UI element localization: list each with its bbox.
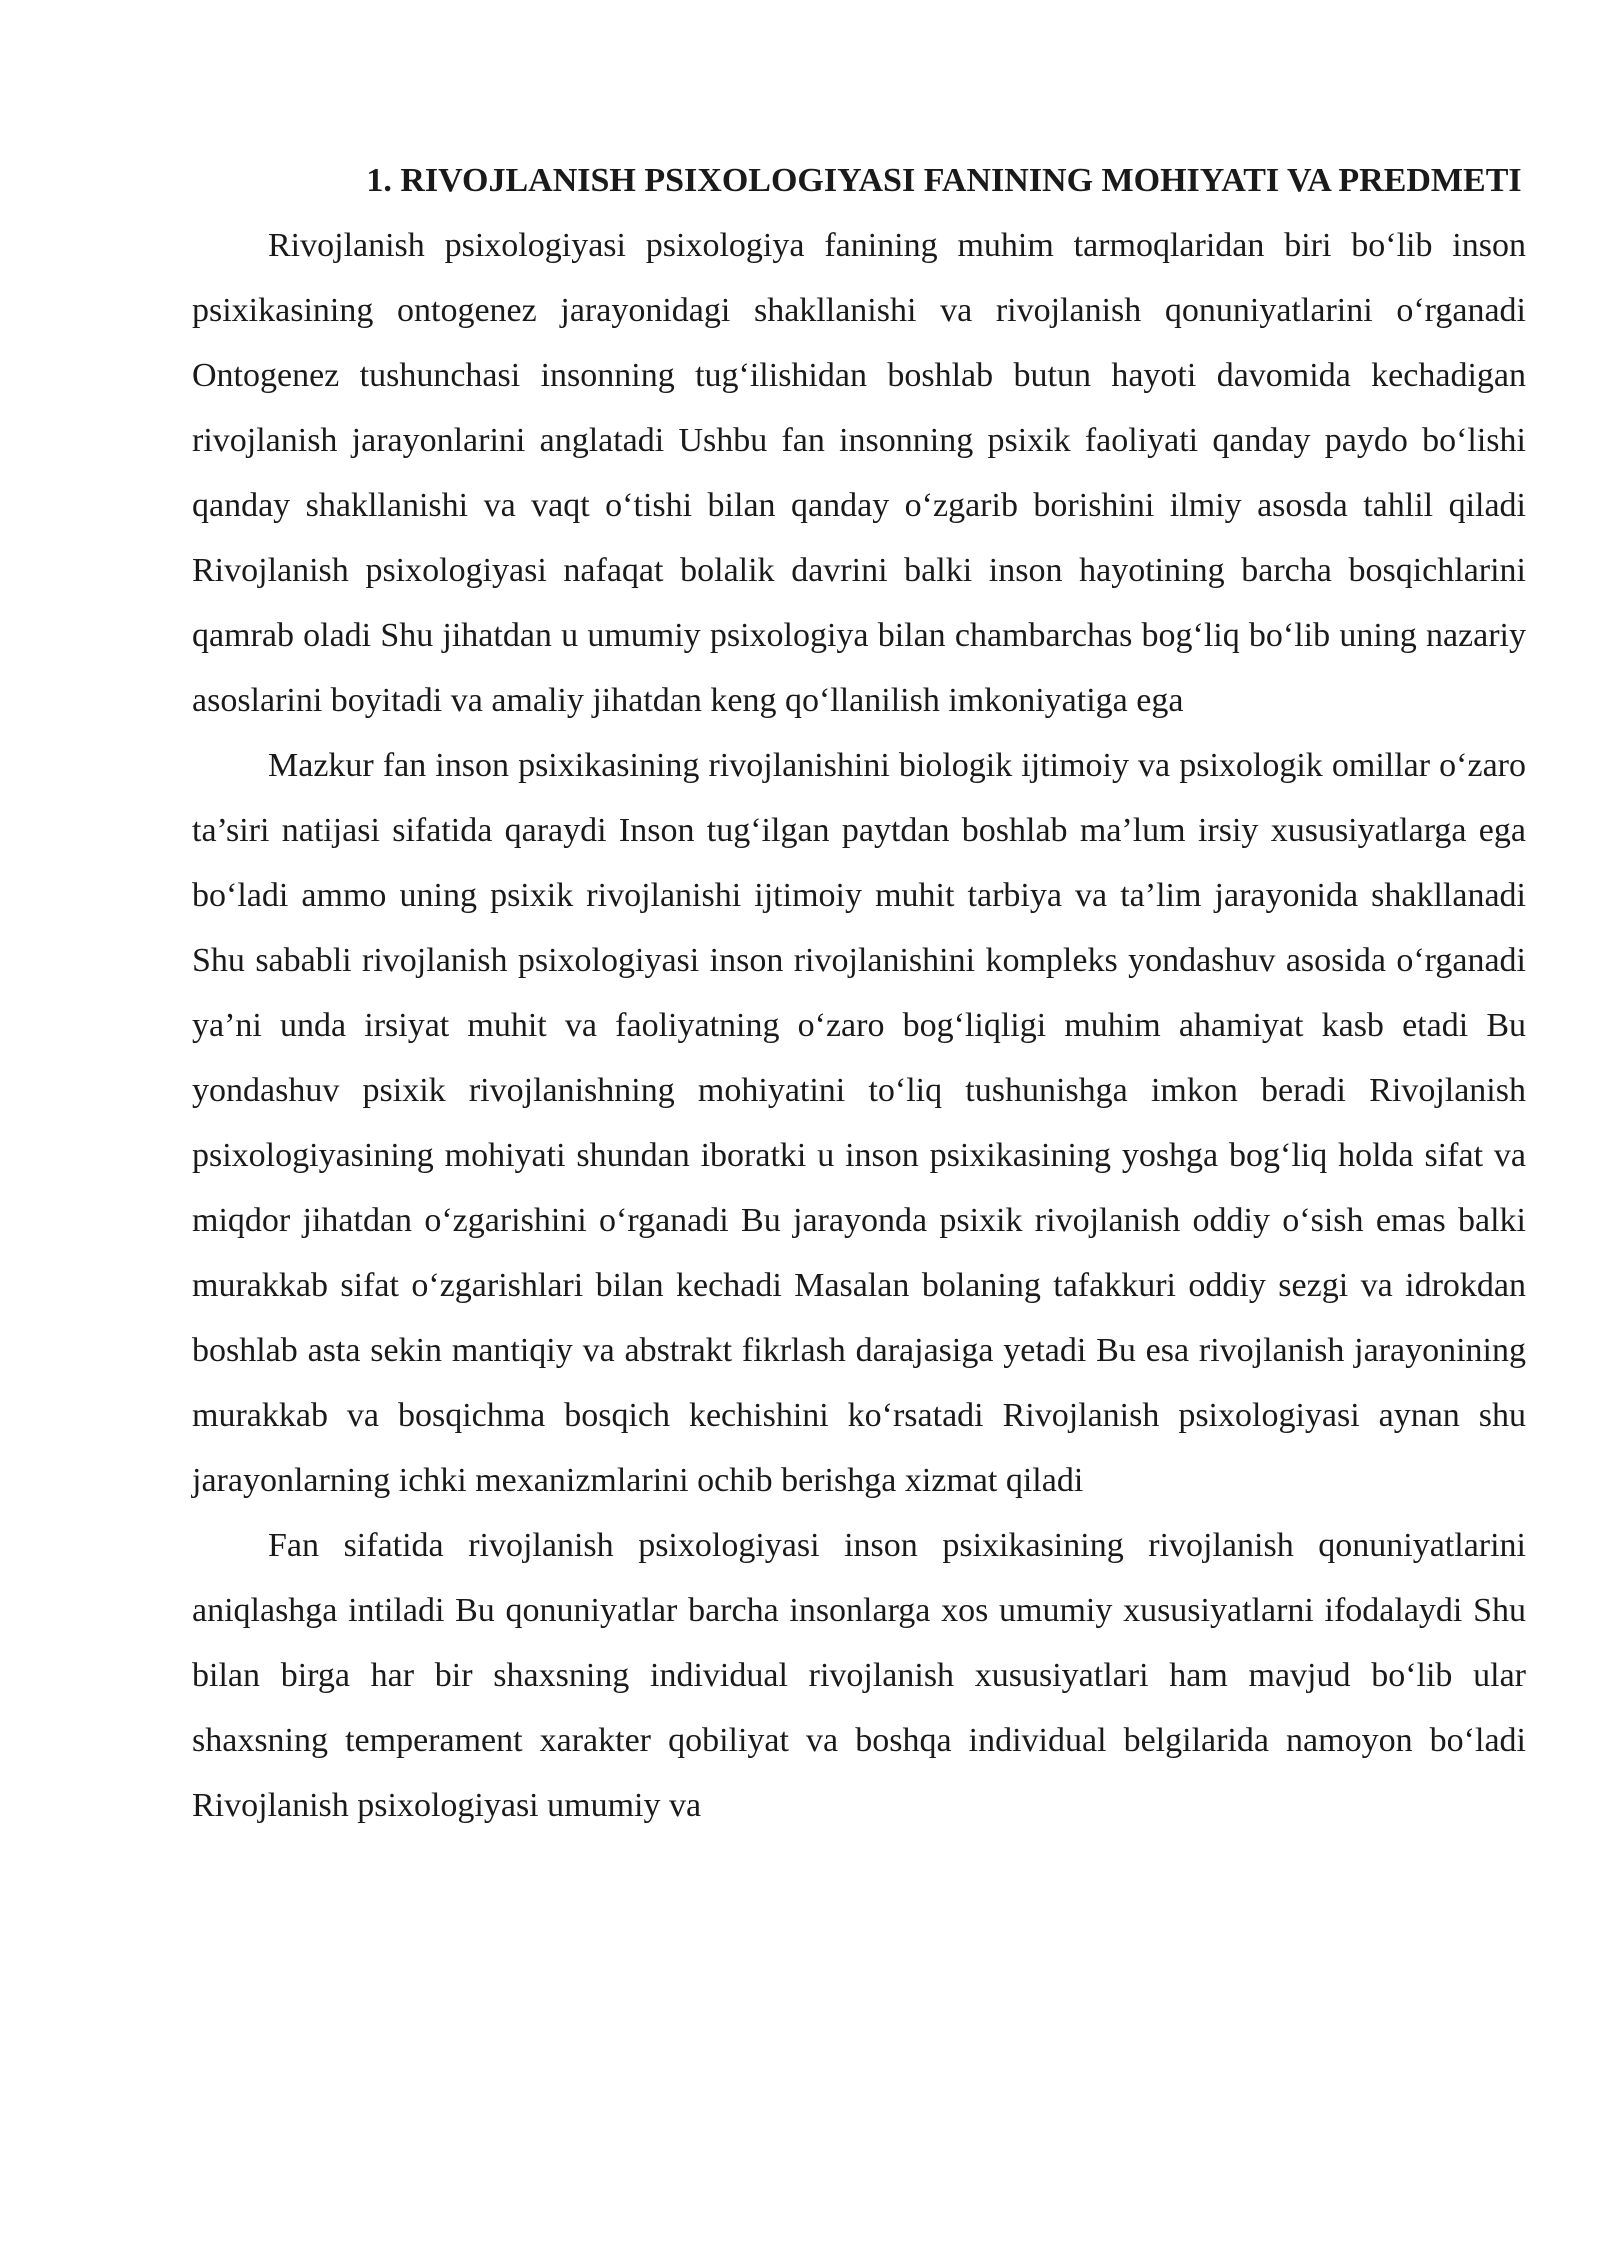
document-body xyxy=(192,148,1526,1838)
paragraph-1: Rivojlanish psixologiyasi psixologiya fanining muhim tarmoqlaridan biri bo‘lib inson psixikasining ontogenez jarayonidagi shakllanishi va rivojlanish qonuniyatlarini o‘rganadi Ontogenez tushunchasi insonning tug‘ilishidan boshlab butun hayoti davomida kechadigan rivojlanish jarayonlarini anglatadi Ushbu fan insonning psixik faoliyati qanday paydo bo‘lishi qanday shakllanishi va vaqt o‘tishi bilan qanday o‘zgarib borishini ilmiy asosda tahlil qiladi Rivojlanish psixologiyasi nafaqat bolalik davrini balki inson hayotining barcha bosqichlarini qamrab oladi Shu jihatdan u umumiy psixologiya bilan chambarchas bog‘liq bo‘lib uning nazariy asoslarini boyitadi va amaliy jihatdan keng qo‘llanilish imkoniyatiga ega xyxy=(192,227,1526,719)
paragraph-3: Fan sifatida rivojlanish psixologiyasi inson psixikasining rivojlanish qonuniyatlarini aniqlashga intiladi Bu qonuniyatlar barcha insonlarga xos umumiy xususiyatlarni ifodalaydi Shu bilan birga har bir shaxsning individual rivojlanish xususiyatlari ham mavjud bo‘lib ular shaxsning temperament xarakter qobiliyat va boshqa individual belgilarida namoyon bo‘ladi Rivojlanish psixologiyasi umumiy va xyxy=(192,1527,1526,1824)
paragraph-2: Mazkur fan inson psixikasining rivojlanishini biologik ijtimoiy va psixologik omillar o‘zaro ta’siri natijasi sifatida qaraydi Inson tug‘ilgan paytdan boshlab ma’lum irsiy xususiyatlarga ega bo‘ladi ammo uning psixik rivojlanishi ijtimoiy muhit tarbiya va ta’lim jarayonida shakllanadi Shu sababli rivojlanish psixologiyasi inson rivojlanishini kompleks yondashuv asosida o‘rganadi ya’ni unda irsiyat muhit va faoliyatning o‘zaro bog‘liqligi muhim ahamiyat kasb etadi Bu yondashuv psixik rivojlanishning mohiyatini to‘liq tushunishga imkon beradi Rivojlanish psixologiyasining mohiyati shundan iboratki u inson psixikasining yoshga bog‘liq holda sifat va miqdor jihatdan o‘zgarishini o‘rganadi Bu jarayonda psixik rivojlanish oddiy o‘sish emas balki murakkab sifat o‘zgarishlari bilan kechadi Masalan bolaning tafakkuri oddiy sezgi va idrokdan boshlab asta sekin mantiqiy va abstrakt fikrlash darajasiga yetadi Bu esa rivojlanish jarayonining murakkab va bosqichma bosqich kechishini ko‘rsatadi Rivojlanish psixologiyasi aynan shu jarayonlarning ichki mexanizmlarini ochib berishga xizmat qiladi xyxy=(192,747,1526,1499)
section-heading: 1. RIVOJLANISH PSIXOLOGIYASI FANINING MOHIYATI VA PREDMETI xyxy=(366,162,1522,199)
